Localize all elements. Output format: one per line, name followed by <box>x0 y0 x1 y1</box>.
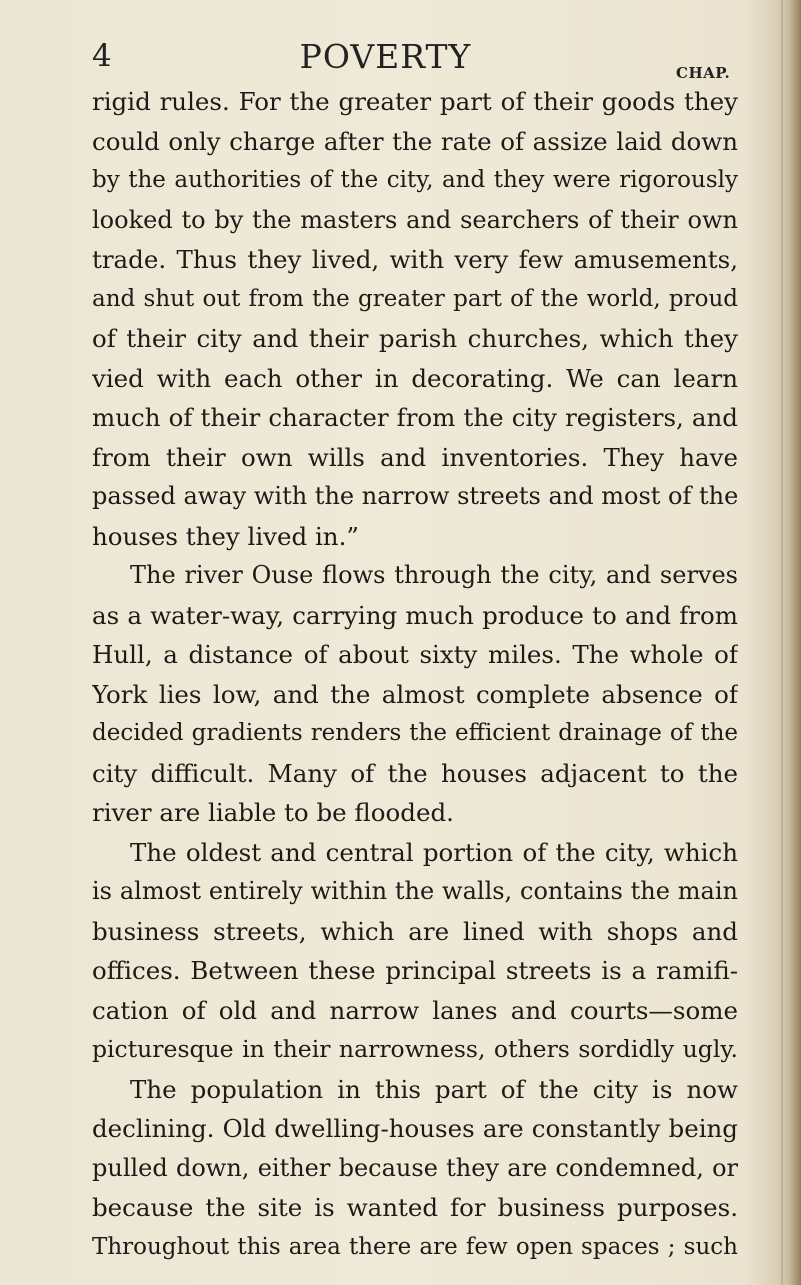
text-line: decided gradients renders the efficient drainage of the <box>92 720 738 746</box>
body-text <box>92 82 738 1267</box>
text-line: much of their character from the city registers, and <box>92 403 738 432</box>
text-line: picturesque in their narrowness, others sordidly ugly. <box>92 1035 738 1063</box>
text-line: and shut out from the greater part of the world, proud <box>92 285 738 312</box>
text-line: The population in this part of the city is now <box>130 1074 738 1104</box>
text-line: of their city and their parish churches, which they <box>92 324 738 353</box>
text-line: because the site is wanted for business purposes. <box>92 1193 738 1222</box>
text-line: The oldest and central portion of the city, which <box>130 837 738 867</box>
page-edge-shadow <box>789 0 801 1285</box>
text-line: York lies low, and the almost complete absence of <box>92 679 738 709</box>
text-line: houses they lived in.” <box>92 521 359 551</box>
text-line: trade. Thus they lived, with very few amusements, <box>92 245 738 274</box>
text-line: offices. Between these principal streets is a ramifi- <box>92 956 738 985</box>
text-line: looked to by the masters and searchers of their own <box>92 205 738 234</box>
text-line: declining. Old dwelling-houses are constantly being <box>92 1114 738 1143</box>
text-line: river are liable to be flooded. <box>92 798 454 827</box>
page-edge-line <box>781 0 783 1285</box>
text-line: by the authorities of the city, and they were rigorously <box>92 167 738 193</box>
text-line: could only charge after the rate of assize laid down <box>92 126 738 156</box>
text-line: city difficult. Many of the houses adjacent to the <box>92 758 738 788</box>
text-line: as a water-way, carrying much produce to and from <box>92 600 738 630</box>
chapter-marker: CHAP. <box>676 64 731 82</box>
text-line: cation of old and narrow lanes and courts—some <box>92 995 738 1025</box>
text-line: is almost entirely within the walls, contains the main <box>92 877 738 905</box>
text-line: Throughout this area there are few open spaces ; such <box>92 1233 738 1260</box>
text-line: Hull, a distance of about sixty miles. The whole of <box>92 640 738 669</box>
text-line: passed away with the narrow streets and most of the <box>92 482 738 510</box>
text-line: pulled down, either because they are condemned, or <box>92 1153 738 1182</box>
page-number: 4 <box>92 38 112 74</box>
text-line: The river Ouse flows through the city, and serves <box>130 561 738 589</box>
text-line: business streets, which are lined with shops and <box>92 916 738 946</box>
text-line: rigid rules. For the greater part of their goods they <box>92 87 738 116</box>
text-line: vied with each other in decorating. We can learn <box>92 363 738 393</box>
text-line: from their own wills and inventories. They have <box>92 442 738 472</box>
running-title-text: POVERTY <box>299 37 472 76</box>
